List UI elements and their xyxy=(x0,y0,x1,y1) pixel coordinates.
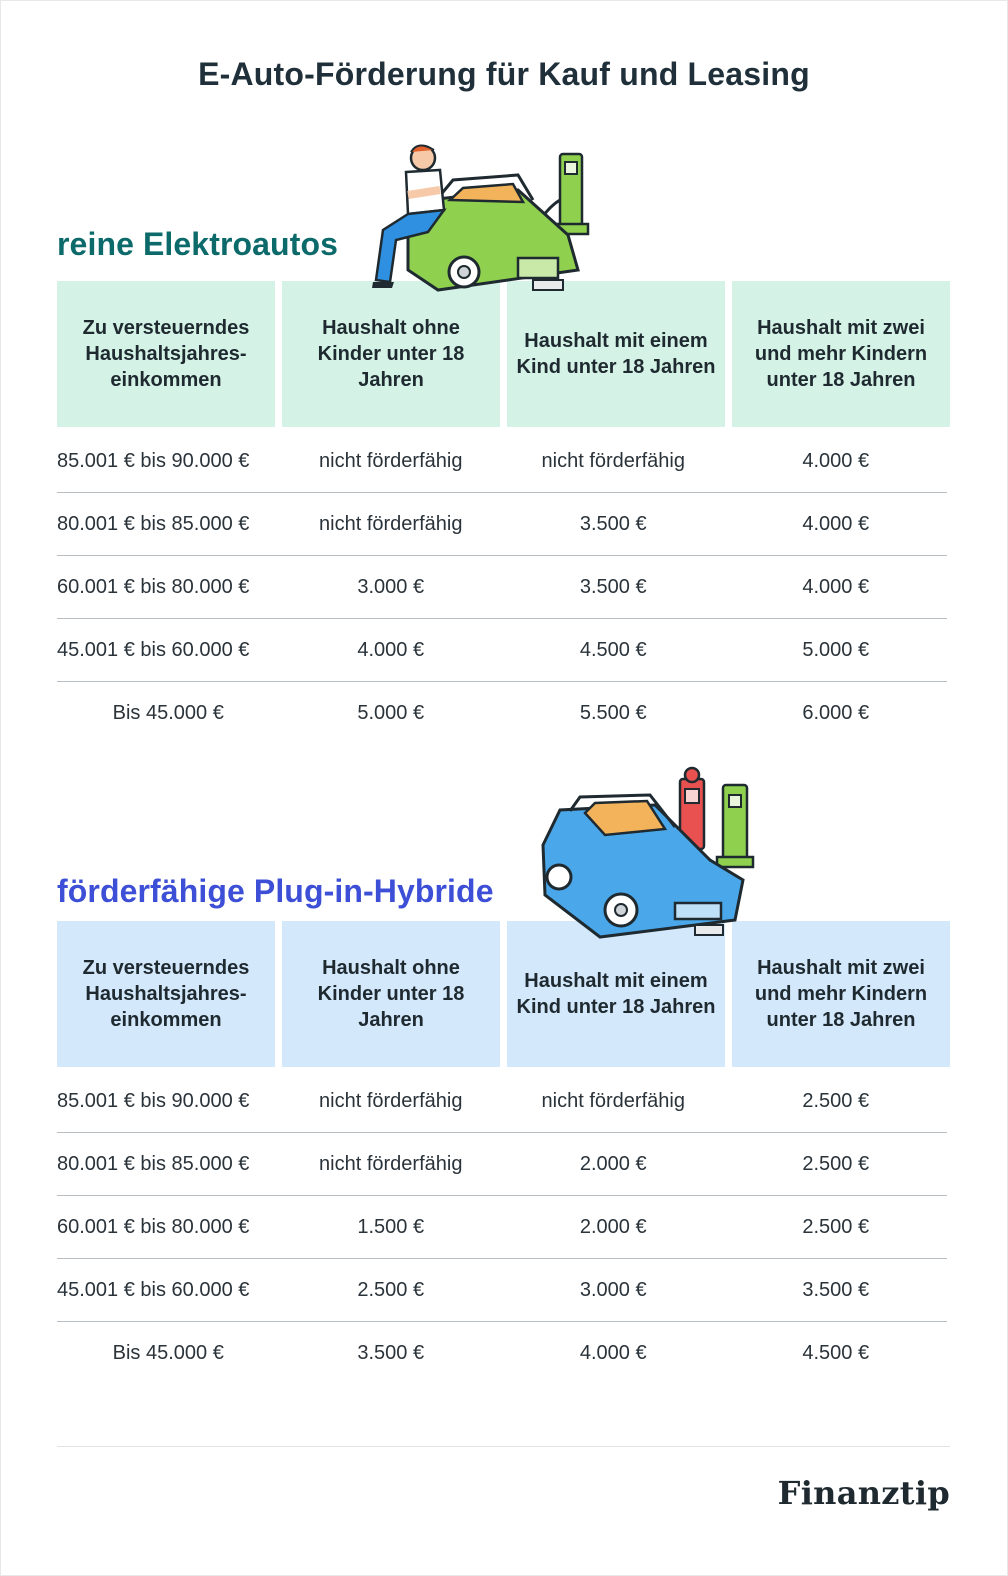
table-row xyxy=(57,1070,947,1133)
value-cell: 3.500 € xyxy=(579,575,647,598)
income-cell: 85.001 € bis 90.000 € xyxy=(57,1089,250,1112)
header-cell-no-children: Haushalt ohne Kinder unter 18 Jahren xyxy=(282,281,500,427)
value-cell: 2.500 € xyxy=(357,1278,425,1301)
table-row xyxy=(57,619,947,682)
value-cell: nicht förderfähig xyxy=(541,449,685,472)
income-cell: 60.001 € bis 80.000 € xyxy=(57,575,250,598)
value-cell: 4.000 € xyxy=(802,575,870,598)
value-cell: 4.000 € xyxy=(802,512,870,535)
table-row xyxy=(57,430,947,493)
value-cell: 2.000 € xyxy=(579,1215,647,1238)
table-row xyxy=(57,493,947,556)
table-row xyxy=(57,682,947,745)
value-cell: 1.500 € xyxy=(357,1215,425,1238)
header-cell-no-children: Haushalt ohne Kinder unter 18 Jahren xyxy=(282,921,500,1067)
value-cell: 5.000 € xyxy=(357,702,425,724)
table-phev xyxy=(57,921,950,1385)
value-cell: nicht förderfähig xyxy=(319,512,463,535)
value-cell: nicht förderfähig xyxy=(319,1089,463,1112)
value-cell: 5.000 € xyxy=(802,638,870,661)
income-cell: Bis 45.000 € xyxy=(112,702,224,724)
income-cell: 80.001 € bis 85.000 € xyxy=(57,512,250,535)
value-cell: nicht förderfähig xyxy=(319,1152,463,1175)
income-cell: 45.001 € bis 60.000 € xyxy=(57,1278,250,1301)
table-row xyxy=(57,556,947,619)
header-cell-two-plus-children: Haushalt mit zwei und mehr Kindern unter 18 Jahren xyxy=(732,281,950,427)
header-cell-one-child: Haushalt mit einem Kind unter 18 Jahren xyxy=(507,921,725,1067)
header-cell-one-child: Haushalt mit einem Kind unter 18 Jahren xyxy=(507,281,725,427)
value-cell: 6.000 € xyxy=(802,702,870,724)
header-cell-income: Zu versteuerndes Haushaltsjahres- einkommen xyxy=(57,921,275,1067)
income-cell: Bis 45.000 € xyxy=(112,1342,224,1364)
section-heading-phev: förderfähige Plug-in-Hybride xyxy=(57,873,494,909)
table-ev xyxy=(57,281,950,745)
footer-divider xyxy=(57,1446,950,1447)
income-cell: 85.001 € bis 90.000 € xyxy=(57,449,250,472)
page-title: E-Auto-Förderung für Kauf und Leasing xyxy=(198,56,810,92)
value-cell: 4.000 € xyxy=(357,638,425,661)
income-cell: 80.001 € bis 85.000 € xyxy=(57,1152,250,1175)
value-cell: 3.500 € xyxy=(802,1278,870,1301)
finanztip-logo: Finanztip xyxy=(777,1474,950,1512)
value-cell: 3.500 € xyxy=(357,1342,425,1364)
section-heading-ev: reine Elektroautos xyxy=(57,226,339,262)
ev-car-illustration-icon xyxy=(368,140,598,305)
value-cell: 2.500 € xyxy=(802,1089,870,1112)
header-cell-two-plus-children: Haushalt mit zwei und mehr Kindern unter 18 Jahren xyxy=(732,921,950,1067)
value-cell: 4.000 € xyxy=(579,1342,647,1364)
table-header-row xyxy=(57,921,950,1067)
value-cell: 2.000 € xyxy=(579,1152,647,1175)
value-cell: 2.500 € xyxy=(802,1215,870,1238)
value-cell: 4.500 € xyxy=(802,1342,870,1364)
value-cell: 2.500 € xyxy=(802,1152,870,1175)
table-row xyxy=(57,1133,947,1196)
value-cell: 3.000 € xyxy=(357,575,425,598)
header-cell-income: Zu versteuerndes Haushaltsjahres- einkommen xyxy=(57,281,275,427)
table-row xyxy=(57,1196,947,1259)
value-cell: nicht förderfähig xyxy=(319,449,463,472)
value-cell: 5.500 € xyxy=(579,702,647,724)
income-cell: 45.001 € bis 60.000 € xyxy=(57,638,250,661)
income-cell: 60.001 € bis 80.000 € xyxy=(57,1215,250,1238)
value-cell: 3.500 € xyxy=(579,512,647,535)
value-cell: 4.500 € xyxy=(579,638,647,661)
value-cell: 4.000 € xyxy=(802,449,870,472)
value-cell: 3.000 € xyxy=(579,1278,647,1301)
table-row xyxy=(57,1322,947,1385)
table-row xyxy=(57,1259,947,1322)
value-cell: nicht förderfähig xyxy=(541,1089,685,1112)
phev-car-illustration-icon xyxy=(535,765,760,943)
